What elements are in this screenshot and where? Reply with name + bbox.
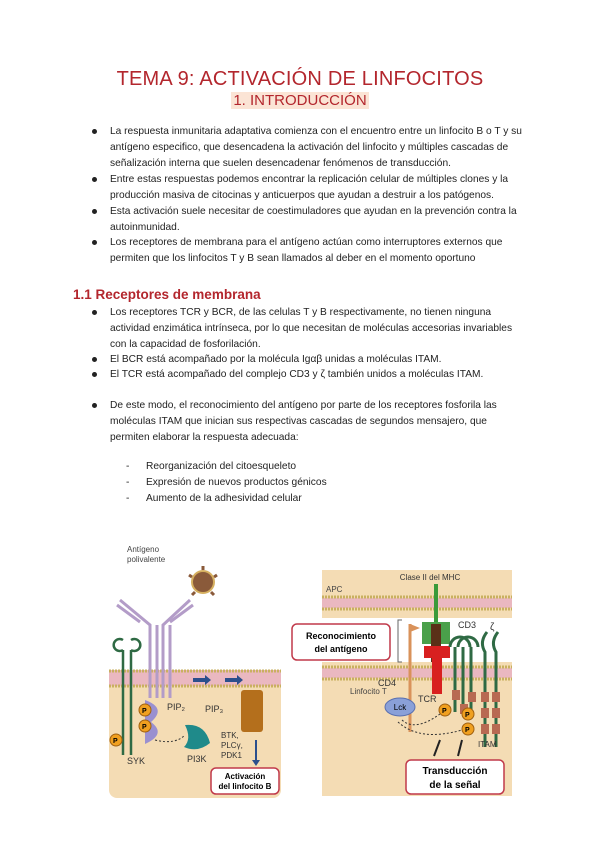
dash-item: - Aumento de la adhesividad celular bbox=[146, 491, 302, 507]
antigen-label: Antígeno bbox=[127, 545, 160, 554]
bullet-item: Los receptores de membrana para el antígeno actúan como interruptores externos que permiten que los linfocitos T y B sean llamados al deber en el momento oportuno bbox=[110, 235, 528, 267]
bullet-item: Esta activación suele necesitar de coestimuladores que ayudan en la prevención contra la autoinmunidad. bbox=[110, 204, 528, 236]
tcr-label: TCR bbox=[418, 694, 437, 704]
phosphate-label: P bbox=[113, 738, 118, 745]
tcr-activation-figure bbox=[290, 562, 522, 802]
cd4-label: CD4 bbox=[378, 678, 397, 688]
syk-label: SYK bbox=[127, 756, 146, 766]
plc-label: PLCγ, bbox=[221, 741, 243, 750]
recognition-box bbox=[292, 624, 390, 660]
pdk-label: PDK1 bbox=[221, 751, 242, 760]
antigen-label: polivalente bbox=[127, 555, 166, 564]
section-title bbox=[0, 92, 600, 109]
dash-item: - Reorganización del citoesqueleto bbox=[146, 459, 296, 475]
transduction-label: Transducción bbox=[422, 766, 488, 777]
bullet-item: Entre estas respuestas podemos encontrar la replicación celular de múltiples clones y la producción masiva de citocinas y anticuerpos que ayudan a destruir a los patógenos. bbox=[110, 172, 528, 204]
mhc-label: Clase II del MHC bbox=[399, 573, 461, 582]
bullet-item: La respuesta inmunitaria adaptativa comienza con el encuentro entre un linfocito B o T y su antígeno especifico, que desencadena la activación del linfocito y múltiples cascadas de señalización interna que suelen desencadenar fenómenos de transducción. bbox=[110, 124, 528, 172]
bullet-item: El BCR está acompañado por la molécula Igαβ unidas a moléculas ITAM. bbox=[110, 352, 528, 368]
activation-label: Activación bbox=[224, 772, 266, 781]
pip2-label: PIP₂ bbox=[167, 702, 185, 712]
antigen-icon bbox=[189, 566, 217, 595]
btk-label: BTK, bbox=[221, 731, 239, 740]
phosphate-label: P bbox=[442, 708, 447, 715]
phosphate-label: P bbox=[465, 727, 470, 734]
bcr-activation-figure bbox=[95, 540, 287, 802]
phosphate-label: P bbox=[142, 708, 147, 715]
page-title: TEMA 9: ACTIVACIÓN DE LINFOCITOS bbox=[116, 68, 484, 90]
bullet-item: De este modo, el reconocimiento del antígeno por parte de los receptores fosforila las moléculas ITAM que inician sus respectivas cascadas de segundos mensajero, que permiten elaborar la respuesta adecuada: bbox=[110, 398, 528, 446]
section-title-text: 1. INTRODUCCIÓN bbox=[233, 92, 367, 109]
recognition-label: del antígeno bbox=[314, 644, 368, 654]
apc-label: APC bbox=[326, 585, 343, 594]
recognition-label: Reconocimiento bbox=[305, 631, 377, 641]
bullet-item: Los receptores TCR y BCR, de las celulas T y B respectivamente, no tienen ninguna actividad enzimática intrínseca, por lo que necesitan de moléculas accesorias invariables con la capacidad de fosforilación. bbox=[110, 305, 528, 353]
t-cell-label: Linfocito T bbox=[350, 687, 387, 696]
pip3-label: PIP₃ bbox=[205, 704, 224, 714]
activation-label: del linfocito B bbox=[218, 782, 272, 791]
subsection-heading: 1.1 Receptores de membrana bbox=[73, 287, 261, 302]
zeta-label: ζ bbox=[490, 622, 495, 633]
lck-label: Lck bbox=[393, 703, 407, 712]
transduction-label: de la señal bbox=[429, 780, 481, 791]
btk-complex-icon bbox=[241, 690, 263, 732]
itam-label: ITAM bbox=[478, 740, 497, 749]
dash-item: - Expresión de nuevos productos génicos bbox=[146, 475, 327, 491]
cd3-label: CD3 bbox=[458, 620, 477, 630]
phosphate-label: P bbox=[142, 724, 147, 731]
phosphate-label: P bbox=[465, 712, 470, 719]
bullet-item: El TCR está acompañado del complejo CD3 y ζ también unidos a moléculas ITAM. bbox=[110, 367, 528, 383]
pi3k-label: PI3K bbox=[187, 754, 207, 764]
